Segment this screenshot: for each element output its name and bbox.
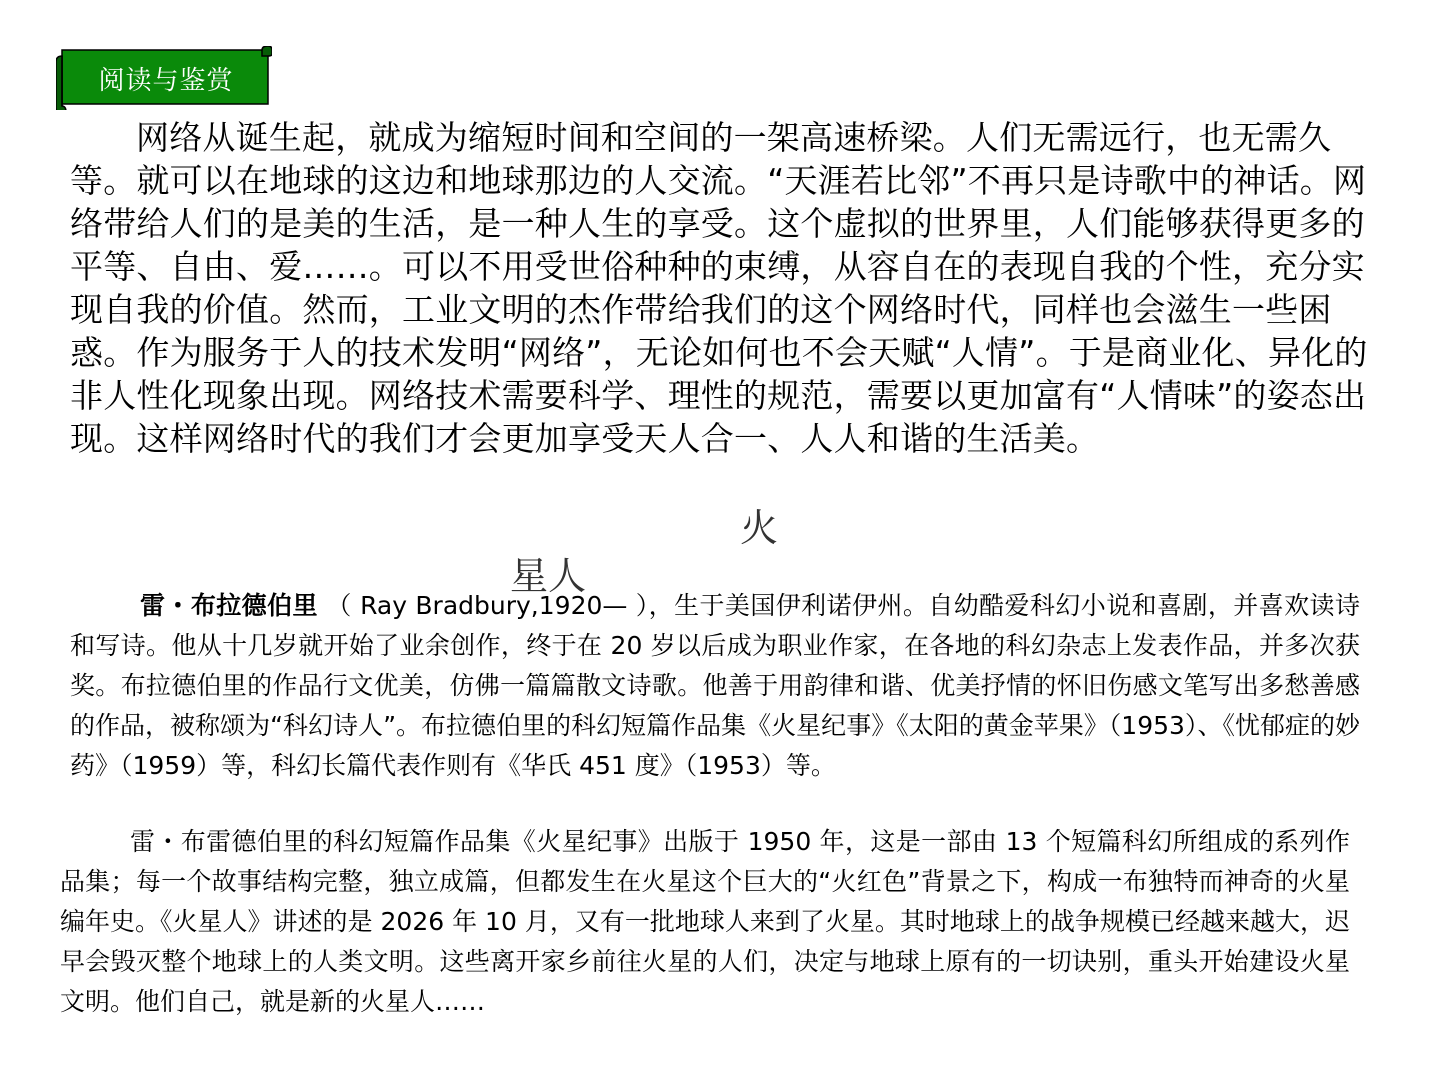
- author-paragraph: [70, 586, 1360, 786]
- section-banner: [56, 46, 272, 110]
- intro-paragraph: 雷・布雷德伯里的科幻短篇作品集《火星纪事》出版于 1950 年，这是一部由 13 个短篇科幻所组成的系列作品集；每一个故事结构完整，独立成篇，但都发生在火星这个巨大的“火红色”背景之下，构成一布独特而神奇的火星编年史。《火星人》讲述的是 2026 年 10 月，又有一批地球人来到了火星。其时地球上的战争规模已经越来越大，迟早会毁灭整个地球上的人类文明。这些离开家乡前往火星的人们，决定与地球上原有的一切诀别，重头开始建设火星文明。他们自己，就是新的火星人……: [60, 827, 1350, 1016]
- author-bio: （ Ray Bradbury,1920— ），生于美国伊利诺伊州。自幼酷爱科幻小说和喜剧，并喜欢读诗和写诗。他从十几岁就开始了业余创作，终于在 20 岁以后成为职业作家，在各地的科幻杂志上发表作品，并多次获奖。布拉德伯里的作品行文优美，仿佛一篇篇散文诗歌。他善于用韵律和谐、优美抒情的怀旧伤感文笔写出多愁善感的作品，被称颂为“科幻诗人”。布拉德伯里的科幻短篇作品集《火星纪事》《太阳的黄金苹果》（1953）、《忧郁症的妙药》（1959）等，科幻长篇代表作则有《华氏 451 度》（1953）等。: [70, 591, 1360, 780]
- title-part-2: 星人: [510, 554, 587, 598]
- title-part-1: 火: [740, 506, 779, 550]
- banner-label: 阅读与鉴赏: [98, 65, 234, 96]
- main-paragraph: 网络从诞生起，就成为缩短时间和空间的一架高速桥梁。人们无需远行，也无需久等。就可以在地球的这边和地球那边的人交流。“天涯若比邻”不再只是诗歌中的神话。网络带给人们的是美的生活，是一种人生的享受。这个虚拟的世界里，人们能够获得更多的平等、自由、爱……。可以不用受世俗种种的束缚，从容自在的表现自我的个性，充分实现自我的价值。然而，工业文明的杰作带给我们的这个网络时代，同样也会滋生一些困惑。作为服务于人的技术发明“网络”，无论如何也不会天赋“人情”。于是商业化、异化的非人性化现象出现。网络技术需要科学、理性的规范，需要以更加富有“人情味”的姿态出现。这样网络时代的我们才会更加享受天人合一、人人和谐的生活美。: [70, 118, 1368, 458]
- author-name: 雷・布拉德伯里: [140, 591, 318, 620]
